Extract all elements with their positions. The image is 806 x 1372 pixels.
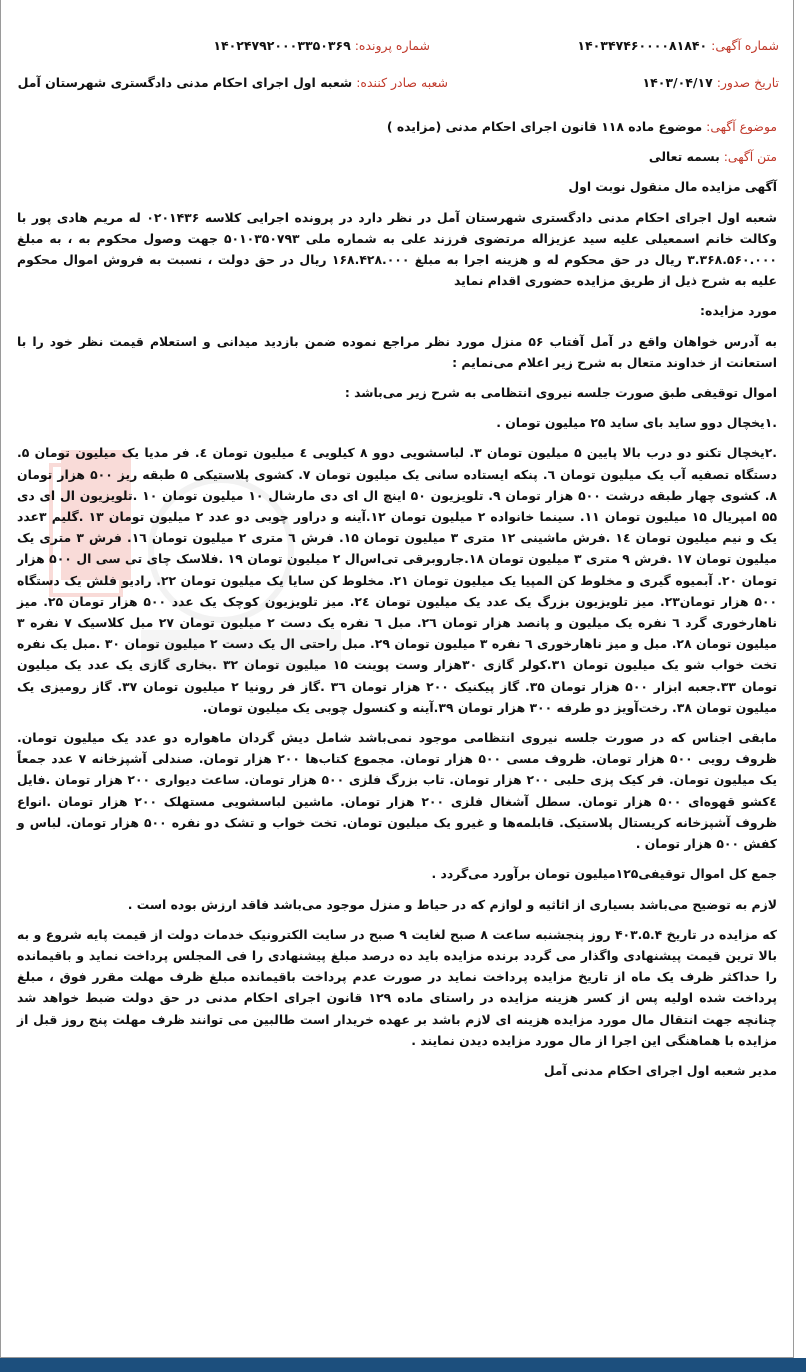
issuer-label: شعبه صادر کننده: <box>356 75 448 90</box>
subject-value: موضوع ماده ۱۱۸ قانون اجرای احکام مدنی (مزایده ) <box>386 119 703 134</box>
remaining-paragraph: مابقی اجناس که در صورت جلسه نیروی انتظامی موجود نمی‌باشد شامل دیش گردان ماهواره دو عدد یک میلیون تومان. ظروف رویی ۵۰۰ هزار تومان. ظروف مسی ۵۰۰ هزار تومان. مجموع کتاب‌ها ۲۰۰ هزار تومان. صندلی آشپزخانه ۷ عدد جمعاً یک میلیون تومان. فر کیک پزی حلبی ۲۰۰ هزار تومان. تاب بزرگ فلزی ۵۰۰ هزار تومان. ساعت دیواری ۲۰۰ هزار تومان .فایل ٤کشو قهوه‌ای ۵۰۰ هزار تومان. سطل آشغال فلزی ۲۰۰ هزار تومان. ماشین لباسشویی مستهلک ۲۰۰ هزار تومان .انواع ظروف آشپزخانه کریستال پلاستیک. قابلمه‌ها و غیرو یک میلیون تومان. تخت خواب و تشک دو نفره ۵۰۰ هزار تومان. لباس و کفش ۵۰۰ هزار تومان . <box>17 730 777 852</box>
terms-paragraph: که مزایده در تاریخ ۴۰۳.۵.۴ روز پنجشنبه ساعت ۸ صبح لغایت ۹ صبح در سایت الکترونیک خدمات دولت از قیمت پایه شروع و به بالا ترین قیمت پیشنهادی واگذار می گردد برنده مزایده باید ده درصد مبلغ پیشنهادی را فی المجلس پرداخت نماید و باقیمانده را حداکثر ظرف یک ماه از تاریخ مزایده پرداخت نماید در صورت عدم پرداخت باقیمانده مبلغ ظرف مهلت مقرر فوق ، مبلغ پرداخت شده اولیه پس از کسر هزینه مزایده در راستای ماده ۱۲۹ قانون اجرای احکام مدنی در حق دولت ضبط خواهد شد چنانچه جهت انتقال مال مورد مزایده هزینه ای لازم باشد بر عهده خریدار است طالبین می توانند ظرف مهلت پنج روز قبل از مزایده با هماهنگی این اجرا از مال مورد مزایده دیدن نمایند . <box>17 926 777 1048</box>
ad-text-value: بسمه تعالی <box>648 149 720 165</box>
address-paragraph: به آدرس خواهان واقع در آمل آفتاب ۵۶ منزل مورد نظر مراجع نموده ضمن بازدید میدانی و استعلام قیمت نظر خود را با استعانت از خداوند متعال به شرح زیر اعلام می‌نمایم : <box>17 333 778 370</box>
total-paragraph: جمع کل اموال توقیفی۱۲۵میلیون تومان برآورد می‌گردد . <box>431 866 777 882</box>
ad-number <box>577 38 779 54</box>
note-paragraph: لازم به توضیح می‌باشد بسیاری از اثاثیه و لوازم که در حیاط و منزل موجود می‌باشد فاقد ارزش بوده است . <box>127 896 777 912</box>
bottom-bar <box>0 1358 806 1372</box>
ad-text-label: متن آگهی: <box>723 149 777 165</box>
issuer <box>18 75 448 91</box>
items-paragraph: .۲یخچال تکنو دو درب بالا پایین ۵ میلیون تومان ۳. لباسشویی دوو ۸ کیلویی ٤ میلیون تومان ٤. فر مدیا یک میلیون تومان ۵. دستگاه تصفیه آب یک میلیون تومان ٦. پنکه ایستاده سانی یک میلیون تومان ۷. کشوی پلاستیکی ۵ طبقه ریز ۵۰۰ هزار تومان ۸. کشوی چهار طبقه درشت ۵۰۰ هزار تومان ۹. تلویزیون ۵۰ اینچ ال ای دی مارشال ۱۰ میلیون تومان ۱۰ .تلویزیون ال ای دی ۵۵ امپریال ۱۵ میلیون تومان ۱۱. سینما خانواده ۲ میلیون تومان ۱۲.آینه و دراور چوبی دو عدد ۲ میلیون تومان ۱۳ .گلیم ۳عدد یک و نیم میلیون تومان ۱٤ .فرش ماشینی ۱۲ متری ۳ میلیون تومان ۱۵. فرش ٦ متری ۲ میلیون تومان ۱٦. فرش ۳ متری یک میلیون تومان ۱۷ .فرش ۹ متری ۳ میلیون تومان ۱۸.جاروبرقی تی‌اس‌ال ۲ میلیون تومان ۱۹ .فلاسک چای تی سی ال ۵۰۰ هزار تومان ۲۰. آبمیوه گیری و مخلوط کن المپیا یک میلیون تومان ۲۱. مخلوط کن سایا یک میلیون تومان ۲۲. رادیو فلش یک دستگاه ۵۰۰ هزار تومان۲۳. میز تلویزیون بزرگ یک عدد یک میلیون تومان ۲٤. میز تلویزیون کوچک یک عدد ۵۰۰ هزار تومان ۲۵. میز ناهارخوری گرد ٦ نفره یک میلیون و پانصد هزار تومان ۲٦. مبل ٦ نفره یک دست ۲ میلیون تومان ۲۷ مبل کلاسیک ۷ نفره ۳ میلیون تومان ۲۸. مبل و میز ناهارخوری ٦ نفره ۳ میلیون تومان ۲۹. مبل راحتی ال یک دست ۲ میلیون تومان ۳۰ .مبل یک نفره تخت خواب شو یک میلیون تومان ۳۱.کولر گازی ۳۰هزار وست پوینت ۱۵ میلیون تومان ۳۲ .بخاری گازی یک عدد یک میلیون تومان ۳۳.جعبه ابزار ۵۰۰ هزار تومان ۳۵. گاز پیکنیک ۲۰۰ هزار تومان ۳٦ .گاز فر رونیا ۲ میلیون تومان ۳۷. گاز رومیزی یک میلیون تومان ۳۸. رخت‌آویز دو طرفه ۳۰۰ هزار تومان ۳۹.آینه و کنسول چوبی یک میلیون تومان. <box>17 445 778 715</box>
subject-line <box>17 116 777 137</box>
case-number-value: ۱۴۰۲۴۷۹۲۰۰۰۳۳۵۰۳۶۹ <box>213 38 351 53</box>
notice-title: آگهی مزایده مال منقول نوبت اول <box>568 179 777 195</box>
ad-number-label: شماره آگهی: <box>711 38 779 53</box>
case-number <box>213 38 430 54</box>
seized-heading: اموال توقیفی طبق صورت جلسه نیروی انتظامی به شرح زیر می‌باشد : <box>344 385 777 401</box>
subject-label: موضوع آگهی: <box>706 119 777 134</box>
issue-date-value: ۱۴۰۳/۰۴/۱۷ <box>642 75 713 90</box>
issue-date <box>643 75 779 91</box>
ad-number-value: ۱۴۰۳۴۷۴۶۰۰۰۰۸۱۸۴۰ <box>577 38 708 53</box>
issue-date-label: تاریخ صدور: <box>716 75 779 90</box>
auction-subject-heading: مورد مزایده: <box>700 303 777 319</box>
intro-paragraph: شعبه اول اجرای احکام مدنی دادگستری شهرستان آمل در نظر دارد در پرونده اجرایی کلاسه ۰۲۰۱۴۳۶ له مریم هادی پور با وکالت خانم اسمعیلی علیه سید عزیزاله مرتضوی فرزند علی به شماره ملی ۵۰۱۰۳۵۰۷۹۳ جهت وصول محکوم به ، به مبلغ ۳.۳۶۸.۵۶۰.۰۰۰ ریال در حق محکوم له و هزینه اجرا به مبلغ ۱۶۸.۴۲۸.۰۰۰ ریال در حق دولت ، نسبت به فروش اموال محکوم علیه به شرح ذیل از طریق مزایده حضوری اقدام نماید <box>17 209 777 289</box>
issuer-value: شعبه اول اجرای احکام مدنی دادگستری شهرستان آمل <box>17 75 353 90</box>
notice-body <box>17 116 777 1087</box>
item-1: .۱یخچال دوو ساید بای ساید ۲۵ میلیون تومان . <box>496 415 777 431</box>
signature: مدیر شعبه اول اجرای احکام مدنی آمل <box>543 1062 777 1078</box>
case-number-label: شماره پرونده: <box>354 38 430 53</box>
ad-text-line <box>17 146 777 167</box>
